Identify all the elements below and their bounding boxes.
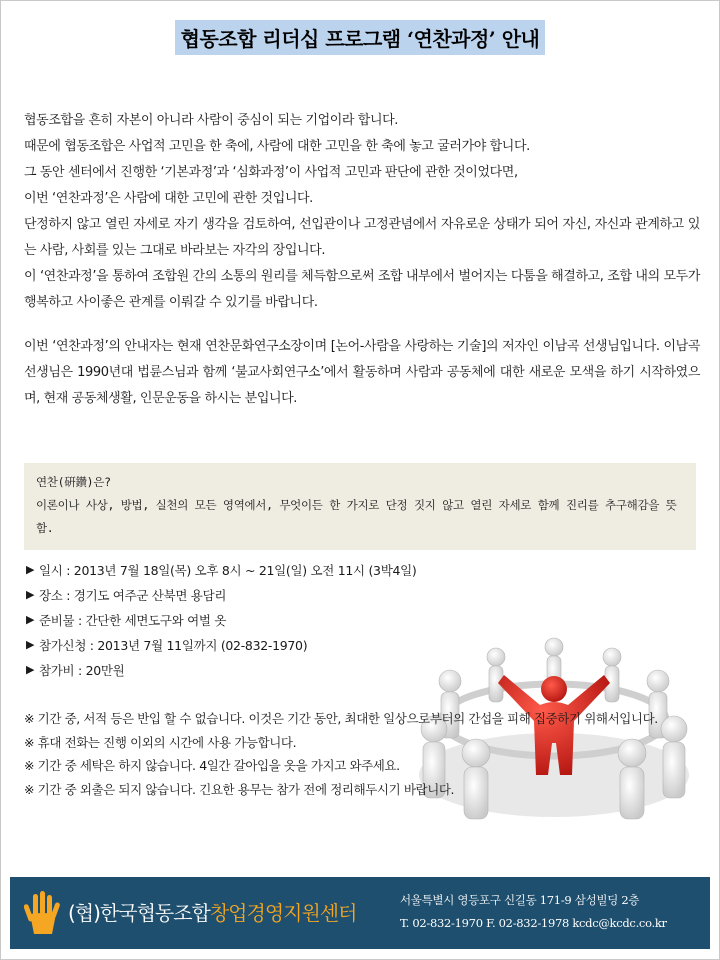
definition-box [24,463,696,550]
notes-section [24,707,700,801]
note-item: ※ 기간 중 세탁은 하지 않습니다. 4일간 갈아입을 옷을 가지고 와주세요. [24,758,400,773]
note-item: ※ 기간 중 외출은 되지 않습니다. 긴요한 용무는 참가 전에 정리해두시기 바랍니다. [24,781,455,797]
intro-paragraph: 단정하지 않고 열린 자세로 자기 생각을 검토하여, 선입관이나 고정관념에서 자유로운 상태가 되어 자신, 자신과 관계하고 있는 사람, 사회를 있는 그대로 바라보는 자각의 장입니다. [24,217,700,258]
intro-line: 그 동안 센터에서 진행한 ‘기본과정’과 ‘심화과정’이 사업적 고민과 판단에 관한 것이었다면, [24,165,518,180]
contact-info [400,889,704,935]
phone-email-text: T. 02-832-1970 F. 02-832-1978 kcdc@kcdc.co.kr [400,916,667,930]
arrow-icon: ▶ [26,563,35,576]
organization-name [68,897,356,926]
detail-text: 일시 : 2013년 7월 18일(목) 오후 8시 ~ 21일(일) 오전 11시 (3박4일) [39,562,417,578]
guide-paragraph: 이번 ‘연찬과정’의 안내자는 현재 연찬문화연구소장이며 [논어-사람을 사랑하는 기술]의 저자인 이남곡 선생님입니다. 이남곡 선생님은 1990년대 법륜스님과 함께 ‘불교사회연구소’에서 활동하며 사람과 공동체에 대한 새로운 모색을 하기 시작하였으며, 현재 공동체생활, 인문운동을 하시는 분입니다. [24,339,700,406]
page-title: 협동조합 리더십 프로그램 ‘연찬과정’ 안내 [175,20,546,55]
definition-heading: 연찬(硏鑽)은? [36,475,111,489]
arrow-icon: ▶ [26,638,35,651]
note-item: ※ 휴대 전화는 진행 이외의 시간에 사용 가능합니다. [24,734,297,750]
detail-row [26,557,446,582]
detail-row [26,607,446,632]
intro-line: 때문에 협동조합은 사업적 고민을 한 축에, 사람에 대한 고민을 한 축에 놓고 굴러가야 합니다. [24,139,530,154]
footer-banner [10,877,710,949]
intro-paragraph: 이 ‘연찬과정’을 통하여 조합원 간의 소통의 원리를 체득함으로써 조합 내부에서 벌어지는 다툼을 해결하고, 조합 내의 모두가 행복하고 사이좋은 관계를 이뤄갈 수 있기를 바랍니다. [24,269,700,310]
detail-text: 참가신청 : 2013년 7월 11일까지 (02-832-1970) [39,637,308,653]
hand-icon [24,890,60,936]
detail-text: 참가비 : 20만원 [39,662,125,678]
intro-text [24,108,700,412]
definition-body: 이론이나 사상, 방법, 실천의 모든 영역에서, 무엇이든 한 가지로 단정 짓지 않고 열린 자세로 함께 진리를 추구해감을 뜻함. [36,498,677,535]
detail-text: 장소 : 경기도 여주군 산북면 용담리 [39,587,227,603]
note-item: ※ 기간 중, 서적 등은 반입 할 수 없습니다. 이것은 기간 동안, 최대한 일상으로부터의 간섭을 피해 집중하기 위해서입니다. [24,711,658,726]
detail-row [26,632,446,657]
arrow-icon: ▶ [26,613,35,626]
title-area [0,20,720,55]
intro-line: 협동조합을 흔히 자본이 아니라 사람이 중심이 되는 기업이라 합니다. [24,113,399,128]
address-text: 서울특별시 영등포구 신길동 171-9 삼성빌딩 2층 [400,893,640,907]
arrow-icon: ▶ [26,663,35,676]
org-name-part1: (협)한국협동조합 [68,901,210,925]
arrow-icon: ▶ [26,588,35,601]
org-name-part2: 창업경영지원센터 [209,901,357,925]
detail-row [26,582,446,607]
event-details [26,557,446,682]
detail-row [26,657,446,682]
detail-text: 준비물 : 간단한 세면도구와 여벌 옷 [39,612,227,628]
intro-line: 이번 ‘연찬과정’은 사람에 대한 고민에 관한 것입니다. [24,191,313,206]
